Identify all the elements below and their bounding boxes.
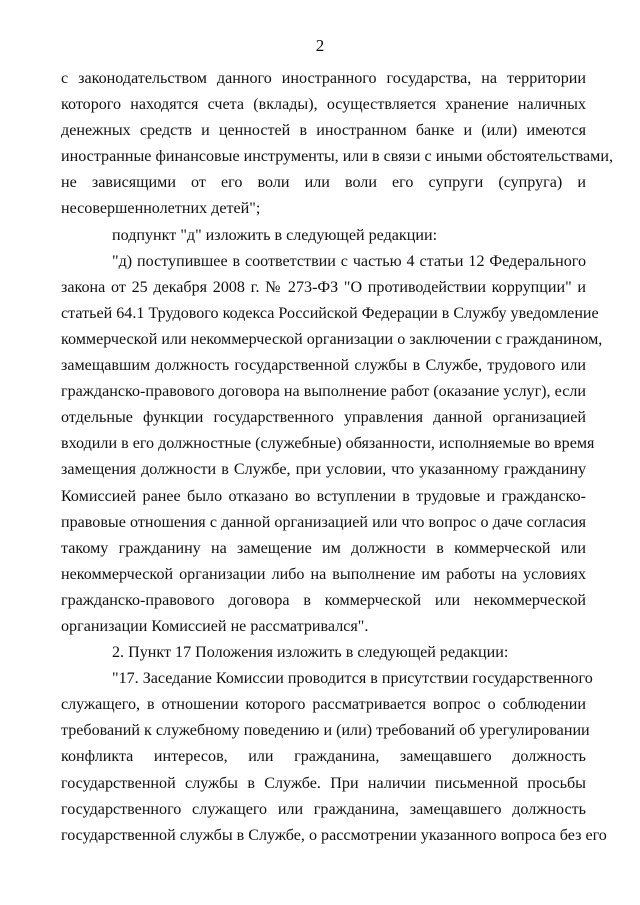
text-line: требований к служебному поведению и (или) требований об урегулировании [61, 722, 590, 740]
text-line: денежных средств и ценностей в иностранном банке и (или) имеются [61, 122, 586, 140]
paragraph [61, 223, 586, 249]
text-line: с законодательством данного иностранного государства, на территории [61, 70, 586, 87]
text-line: 2. Пункт 17 Положения изложить в следующей редакции: [112, 644, 509, 662]
text-line: конфликта интересов, или гражданина, замещавшего должность [61, 748, 586, 766]
paragraph [61, 640, 586, 666]
text-line: такому гражданину на замещение им должности в коммерческой или [61, 539, 586, 557]
text-line: подпункт "д" изложить в следующей редакции: [112, 226, 438, 244]
text-line: иностранные финансовые инструменты, или в связи с иными обстоятельствами, [61, 148, 613, 166]
text-line: "д) поступившее в соответствии с частью 4 статьи 12 Федерального [112, 252, 586, 270]
document-body [61, 66, 613, 849]
text-line: гражданско-правового договора на выполнение работ (оказание услуг), если [61, 383, 586, 401]
page-number: 2 [315, 36, 325, 55]
text-line: правовые отношения с данной организацией или что вопрос о даче согласия [61, 513, 586, 531]
text-line: замещавшим должность государственной службы в Службе, трудового или [61, 357, 586, 375]
text-line: не зависящими от его воли или воли его супруги (супруга) и [61, 174, 586, 192]
text-line: замещения должности в Службе, при условии, что указанному гражданину [61, 461, 586, 479]
text-line: отдельные функции государственного управления данной организацией [61, 409, 586, 427]
text-line: государственного служащего или гражданина, замещавшего должность [61, 800, 586, 818]
text-line: несовершеннолетних детей"; [61, 200, 261, 218]
paragraph [61, 666, 607, 849]
paragraph [61, 249, 603, 640]
text-line: Комиссией ранее было отказано во вступлении в трудовые и гражданско- [61, 487, 586, 505]
paragraph [61, 66, 613, 223]
text-line: статьей 64.1 Трудового кодекса Российской Федерации в Службу уведомление [61, 304, 599, 322]
text-line: государственной службы в Службе, о рассмотрении указанного вопроса без его [61, 826, 607, 844]
text-line: государственной службы в Службе. При наличии письменной просьбы [61, 774, 586, 792]
text-line: коммерческой или некоммерческой организации о заключении с гражданином, [61, 330, 603, 348]
text-line: некоммерческой организации либо на выполнение им работы на условиях [61, 565, 586, 583]
text-line: служащего, в отношении которого рассматривается вопрос о соблюдении [61, 696, 586, 714]
text-line: входили в его должностные (служебные) обязанности, исполняемые во время [61, 435, 595, 453]
text-line: "17. Заседание Комиссии проводится в присутствии государственного [112, 670, 593, 688]
text-line: организации Комиссией не рассматривался". [61, 617, 369, 635]
text-line: гражданско-правового договора в коммерческой или некоммерческой [61, 591, 586, 609]
text-line: закона от 25 декабря 2008 г. № 273-ФЗ "О противодействии коррупции" и [61, 278, 586, 296]
text-line: которого находятся счета (вклады), осуществляется хранение наличных [61, 96, 586, 114]
